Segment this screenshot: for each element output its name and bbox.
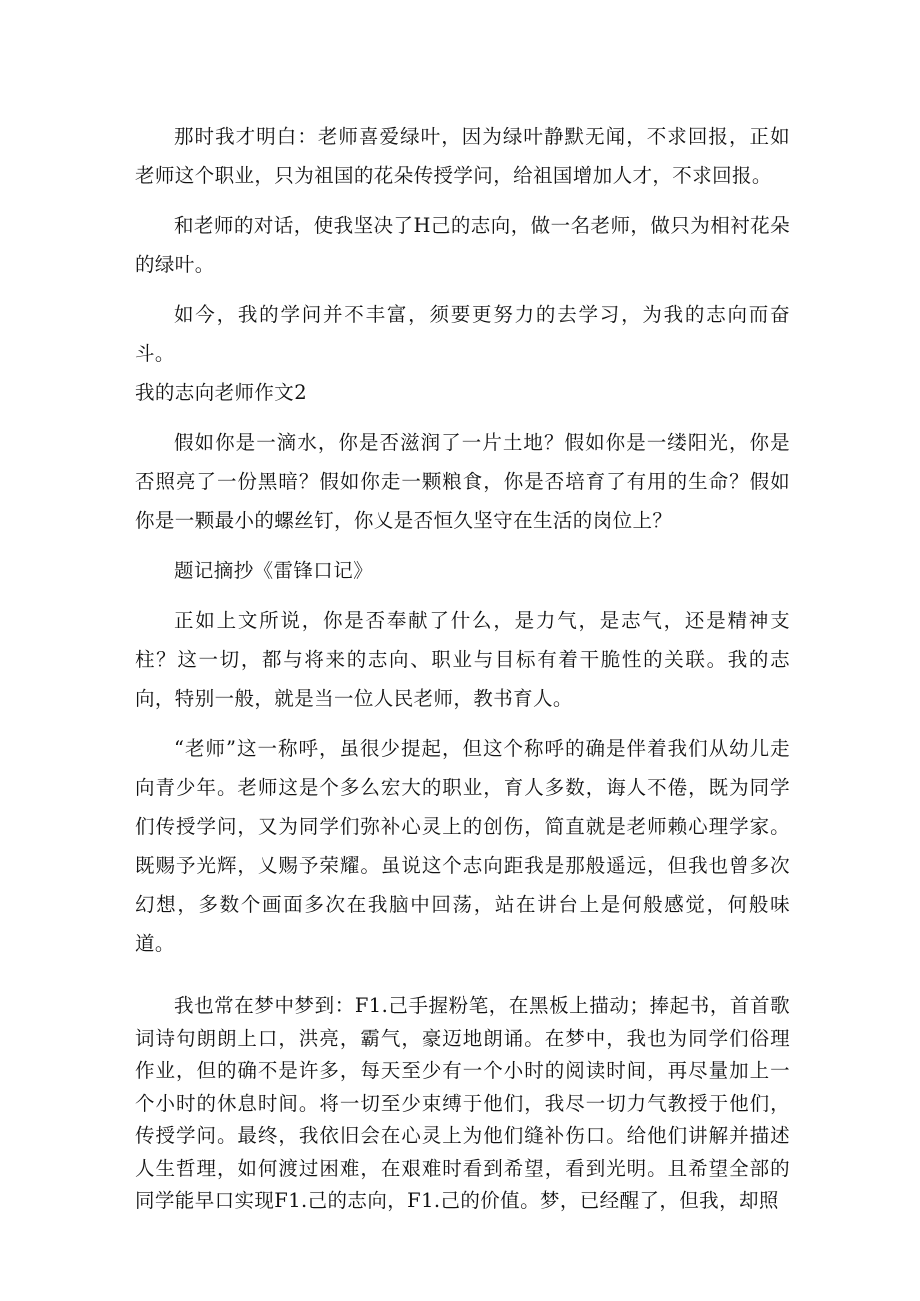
paragraph-title-teacher: “老师”这一称呼，虽很少提起，但这个称呼的确是伴着我们从幼儿走向青少年。老师这是个多么宏大的职业，育人多数，诲人不倦，既为同学们传授学问，又为同学们弥补心灵上的创伤，简直就是老师赖心理学家。既赐予光辉，乂赐予荣耀。虽说这个志向距我是那般遥远，但我也曾多次幻想，多数个画面多次在我脑中回荡，站在讲台上是何般感觉，何般味道。: [135, 737, 790, 955]
paragraph-as-said-above: 正如上文所说，你是否奉献了什么，是力气，是志气，还是精神支柱？这一切，都与将来的志向、职业与目标有着干脆性的关联。我的志向，特别一般，就是当一位人民老师，教书育人。: [135, 609, 790, 710]
paragraph-if-you-are-water: 假如你是一滴水，你是否滋润了一片土地？假如你是一缕阳光，你是否照亮了一份黑暗？假如你走一颗粮食，你是否培育了有用的生命？假如你是一颗最小的螺丝钉，你乂是否恒久坚守在生活的岗位上？: [135, 431, 790, 532]
body-text-lower: [135, 990, 790, 1218]
epigraph-attribution: 题记摘抄《雷锋口记》: [174, 559, 374, 582]
body-text-upper: [135, 117, 790, 963]
paragraph-teacher-green-leaf: 那时我才明白：老师喜爱绿叶，因为绿叶静默无闻，不求回报，正如老师这个职业，只为祖国的花朵传授学问，给祖国增加人才，不求回报。: [135, 125, 790, 187]
paragraph-dream: 我也常在梦中梦到：F1.己手握粉笔，在黑板上描动；捧起书，首首歌词诗句朗朗上口，洪亮，霸气，豪迈地朗诵。在梦中，我也为同学们俗理作业，但的确不是许多，每天至少有一个小时的阅读时间，再尽量加上一个小时的休息时间。将一切至少束缚于他们，我尽一切力气教授于他们，传授学问。最终，我依旧会在心灵上为他们缝补伤口。给他们讲解并描述人生哲理，如何渡过困难，在艰难时看到希望，看到光明。且希望全部的同学能早口实现F1.己的志向，F1.己的价值。梦，已经醒了，但我，却照: [135, 994, 790, 1212]
essay-heading: 我的志向老师作文2: [135, 381, 308, 404]
paragraph-study-harder: 如今，我的学问并不丰富，须要更努力的去学习，为我的志向而奋斗。: [135, 303, 790, 365]
paragraph-dialogue-resolve: 和老师的对话，使我坚决了H己的志向，做一名老师，做只为相衬花朵的绿叶。: [135, 214, 790, 276]
